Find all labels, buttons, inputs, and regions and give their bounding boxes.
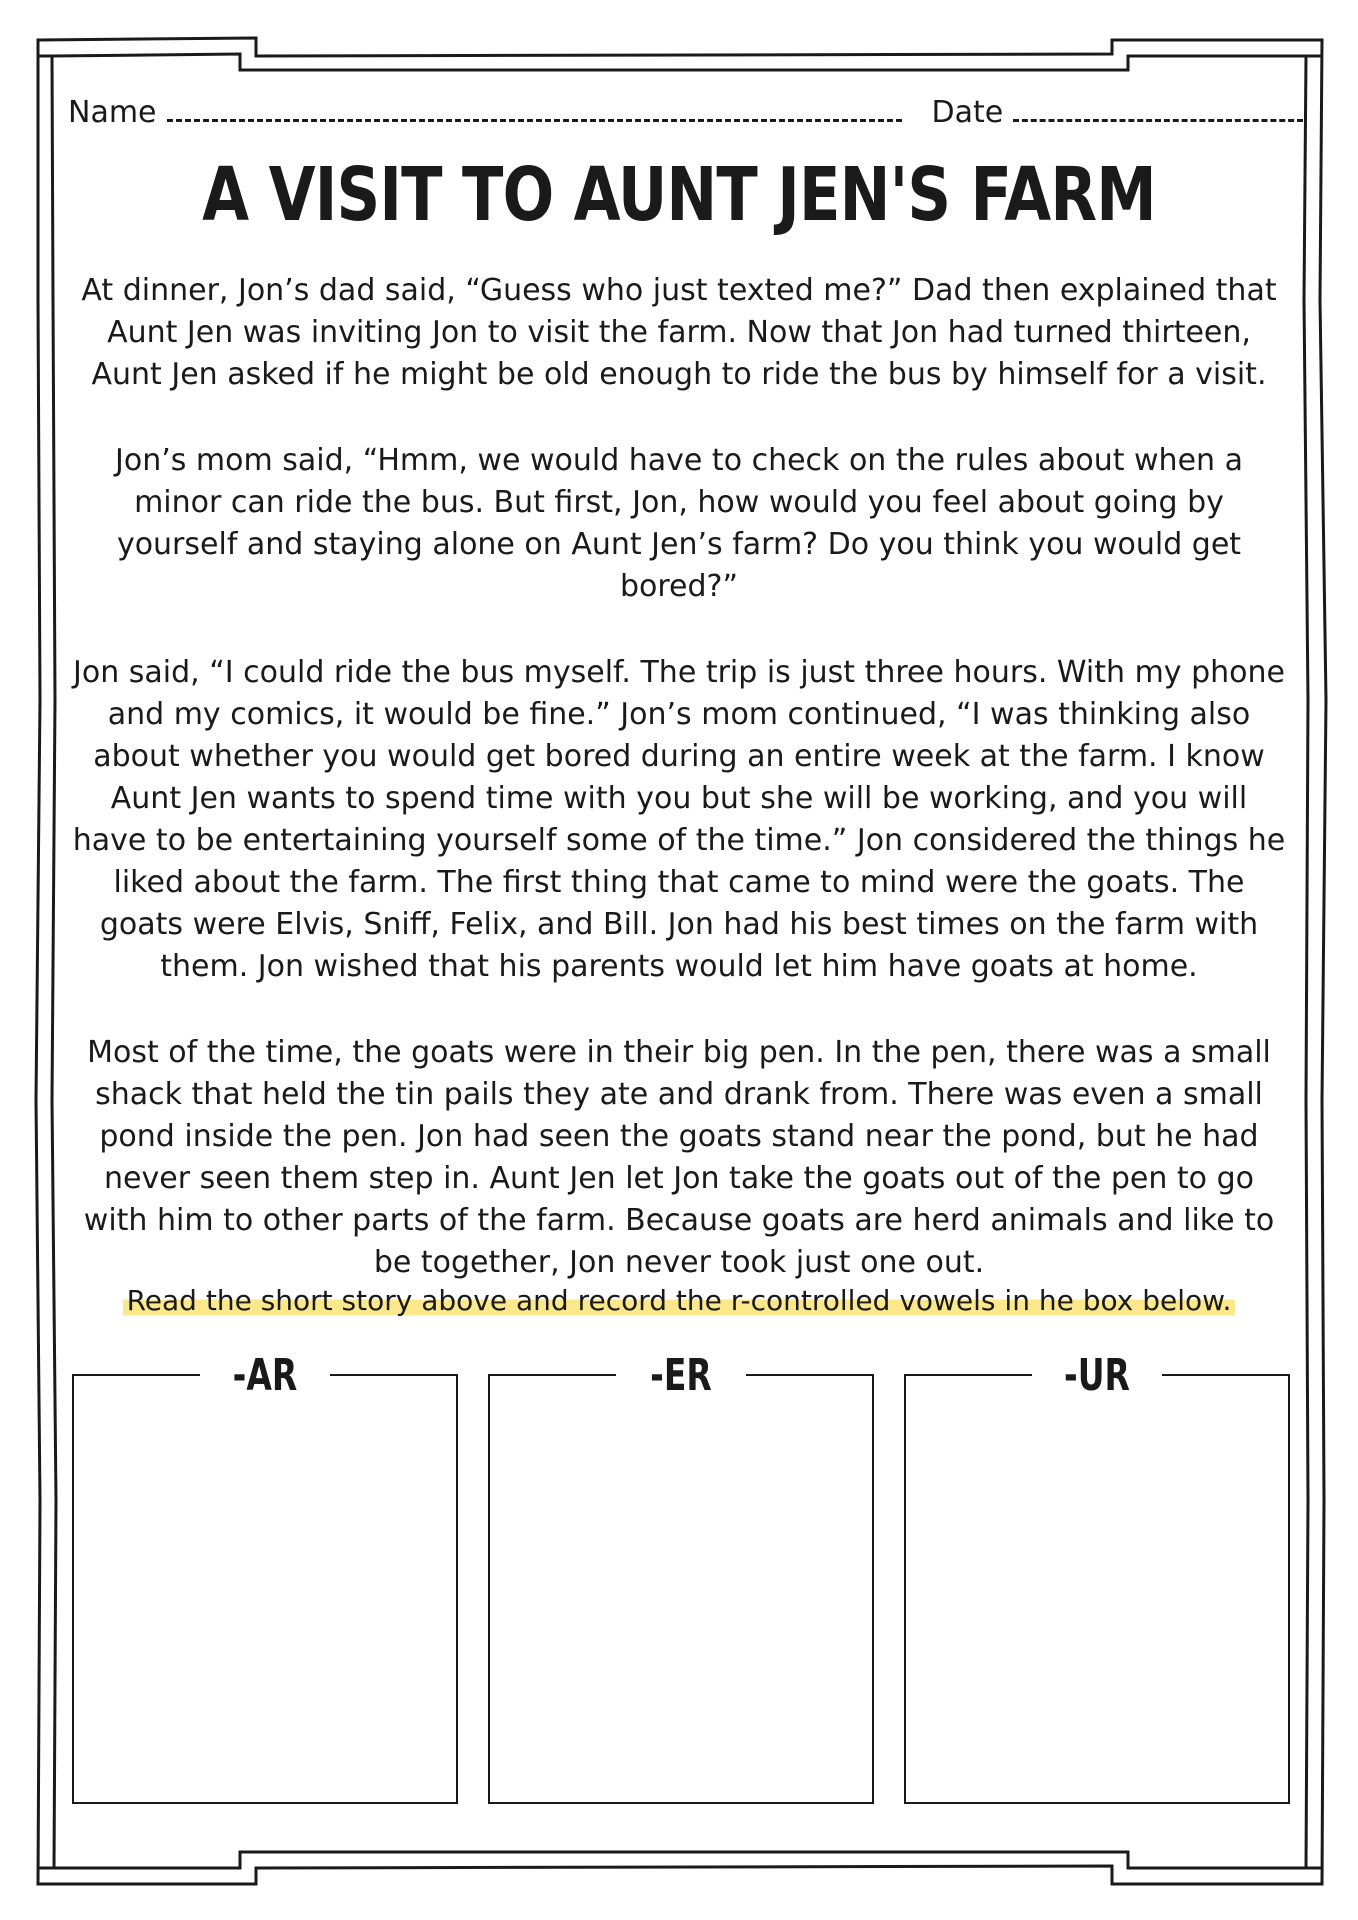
story-text (72, 270, 1286, 1328)
box-label-ur: -UR (1064, 1350, 1130, 1401)
box-label-er: -ER (650, 1350, 712, 1401)
date-label: Date (931, 95, 1004, 130)
box-label-ar: -AR (232, 1350, 298, 1401)
instruction-text: Read the short story above and record the r-controlled vowels in he box below. (123, 1284, 1236, 1318)
story-paragraph-1: At dinner, Jon’s dad said, “Guess who just texted me?” Dad then explained that Aunt Jen was inviting Jon to visit the farm. Now that Jon had turned thirteen, Aunt Jen asked if he might be old enough to ride the bus by himself for a visit. (81, 273, 1277, 392)
story-paragraph-3: Jon said, “I could ride the bus myself. The trip is just three hours. With my phone and my comics, it would be fine.” Jon’s mom continued, “I was thinking also about whether you would get bored during an entire week at the farm. I know Aunt Jen wants to spend time with you but she will be working, and you will have to be entertaining yourself some of the time.” Jon considered the things he liked about the farm. The first thing that came to mind were the goats. The goats were Elvis, Sniff, Felix, and Bill. Jon had his best times on the farm with them. Jon wished that his parents would let him have goats at home. (72, 655, 1286, 984)
answer-box-ur[interactable] (904, 1350, 1290, 1804)
header-line (68, 88, 1290, 138)
answer-box-er[interactable] (488, 1350, 874, 1804)
name-label: Name (68, 95, 157, 130)
instruction-wrap (0, 1284, 1358, 1318)
date-field[interactable] (1013, 91, 1303, 122)
answer-box-ar[interactable] (72, 1350, 458, 1804)
story-paragraph-4: Most of the time, the goats were in their big pen. In the pen, there was a small shack that held the tin pails they ate and drank from. There was even a small pond inside the pen. Jon had seen the goats stand near the pond, but he had never seen them step in. Aunt Jen let Jon take the goats out of the pen to go with him to other parts of the farm. Because goats are herd animals and like to be together, Jon never took just one out. (83, 1035, 1275, 1280)
page-title: A VISIT TO AUNT JEN'S FARM (202, 152, 1156, 238)
story-paragraph-2: Jon’s mom said, “Hmm, we would have to check on the rules about when a minor can ride the bus. But first, Jon, how would you feel about going by yourself and staying alone on Aunt Jen’s farm? Do you think you would get bored?” (115, 443, 1243, 604)
name-field[interactable] (167, 91, 902, 122)
